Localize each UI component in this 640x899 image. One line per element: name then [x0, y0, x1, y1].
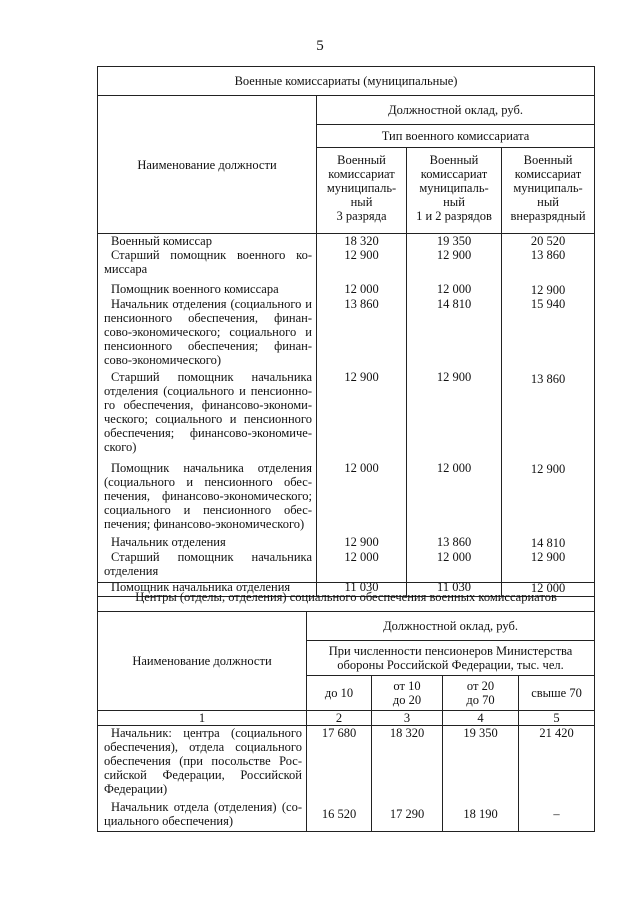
col-number: 3: [372, 711, 443, 726]
table1-col-position: Наименование должности: [98, 96, 317, 234]
page-number: 5: [316, 38, 324, 54]
table1-col-c: Военный комиссариат муниципаль- ный внеразрядный: [502, 148, 595, 234]
col-number: 2: [307, 711, 372, 726]
table2-col-salary: Должностной оклад, руб.: [307, 612, 595, 641]
table-row: Помощник начальника отделения 11 030 11 030 12 000: [98, 578, 595, 597]
table-row: Старший помощник начальника отделения (социального и пенсионно-го обеспечения, финансово-экономи-ческого; социального и пенсионного обеспечения; финансово-экономиче-ского) 12 900 12 900 13 860: [98, 367, 595, 454]
table-row: Помощник военного комиссара 12 000 12 000 12 900: [98, 276, 595, 297]
col-number: 1: [98, 711, 307, 726]
table1-col-type: Тип военного комиссариата: [317, 125, 595, 148]
col-number: 4: [443, 711, 519, 726]
table2-col-2: от 10 до 20: [372, 676, 443, 711]
table1-col-b: Военный комиссариат муниципаль- ный 1 и 2 разрядов: [407, 148, 502, 234]
col-number: 5: [519, 711, 595, 726]
table2-col-position: Наименование должности: [98, 612, 307, 711]
social-security-centers-table: [97, 582, 595, 832]
table-row: Старший помощник начальника отделения 12 000 12 000 12 900: [98, 550, 595, 578]
table2-col-group: При численности пенсионеров Министерства обороны Российской Федерации, тыс. чел.: [307, 641, 595, 676]
table-row: Начальник: центра (социального обеспечения), отдела социального обеспечения (при посольстве Рос-сийской Федерации, Российской Федерации) 17 680 18 320 19 350 21 420: [98, 726, 595, 801]
table2-title: Центры (отделы, отделения) социального обеспечения военных комиссариатов: [98, 583, 595, 612]
table-row: Начальник отделения 12 900 13 860 14 810: [98, 531, 595, 550]
table2-col-3: от 20 до 70: [443, 676, 519, 711]
table-row: Помощник начальника отделения (социального и пенсионного обес-печения, финансово-экономического; социального и пенсионного обес-печения; финансово-экономического) 12 000 12 000 12 900: [98, 454, 595, 531]
table-row: Военный комиссар 18 320 19 350 20 520: [98, 234, 595, 249]
military-commissariats-table: [97, 66, 595, 597]
table-row: Начальник отдела (отделения) (со-циального обеспечения) 16 520 17 290 18 190 –: [98, 800, 595, 832]
table-row: Начальник отделения (социального и пенсионного обеспечения, финан-сово-экономического; социального и пенсионного обеспечения; финан-сово-экономического) 13 860 14 810 15 940: [98, 297, 595, 367]
table1-col-a: Военный комиссариат муниципаль- ный 3 разряда: [317, 148, 407, 234]
table-row: Старший помощник военного ко-миссара 12 900 12 900 13 860: [98, 248, 595, 276]
table1-col-salary: Должностной оклад, руб.: [317, 96, 595, 125]
table2-col-1: до 10: [307, 676, 372, 711]
table2-col-4: свыше 70: [519, 676, 595, 711]
table1-title: Военные комиссариаты (муниципальные): [98, 67, 595, 96]
